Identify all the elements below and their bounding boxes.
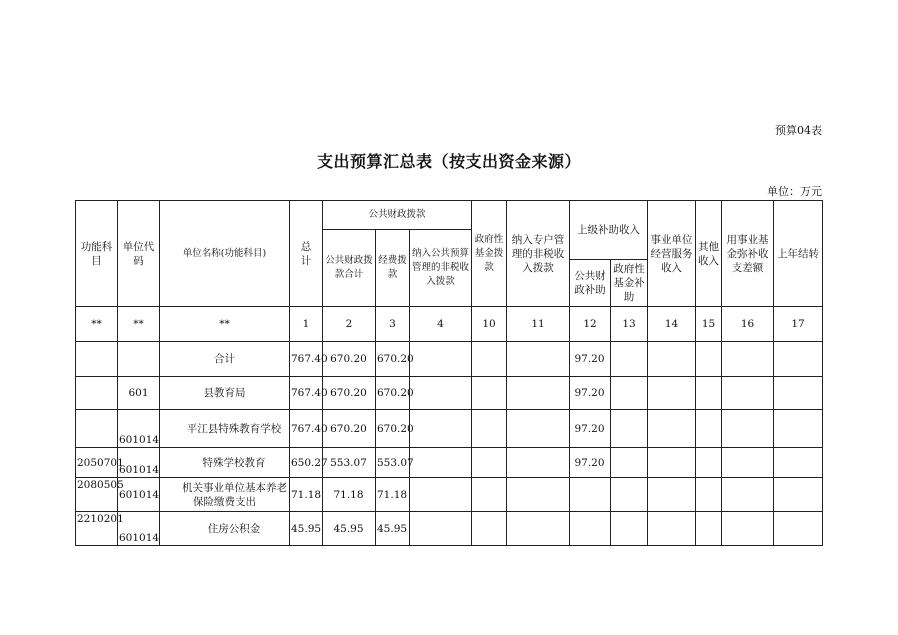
empty-cell [774, 342, 823, 377]
empty-cell [611, 478, 648, 512]
func-code-cell [76, 342, 118, 377]
expense-cell: 670.20 [376, 377, 410, 410]
unit-name-cell [160, 478, 290, 512]
table-row [76, 377, 823, 410]
empty-cell [507, 342, 570, 377]
col-unit-code: 单位代码 [118, 201, 160, 307]
index-cell: 4 [410, 307, 472, 342]
expense-cell: 670.20 [376, 342, 410, 377]
empty-cell [722, 512, 774, 546]
index-cell: 11 [507, 307, 570, 342]
empty-cell [611, 512, 648, 546]
empty-cell [648, 342, 696, 377]
empty-cell [696, 377, 722, 410]
func-code-cell: 2050701 [76, 448, 118, 478]
unit-name-cell: 住房公积金 [160, 512, 290, 546]
col-total: 总 计 [290, 201, 323, 307]
col-gov-fund: 政府性基金拨款 [472, 201, 507, 307]
unit-name-cell: 平江县特殊教育学校 [160, 410, 290, 448]
sub-public-cell: 97.20 [570, 448, 611, 478]
col-pf-subtotal: 公共财政拨款合计 [323, 230, 376, 307]
index-cell: ** [160, 307, 290, 342]
empty-cell [774, 448, 823, 478]
empty-cell [507, 410, 570, 448]
expense-cell: 45.95 [376, 512, 410, 546]
func-code-cell: 2210201 [76, 512, 118, 546]
empty-cell [696, 410, 722, 448]
budget-table [75, 200, 823, 546]
empty-cell [410, 377, 472, 410]
empty-cell [722, 342, 774, 377]
pf-subtotal-cell: 553.07 [323, 448, 376, 478]
col-business-income: 事业单位经营服务收入 [648, 201, 696, 307]
empty-cell [410, 478, 472, 512]
sub-public-cell: 97.20 [570, 377, 611, 410]
unit-code-cell: 601 [118, 377, 160, 410]
pf-subtotal-cell: 670.20 [323, 377, 376, 410]
table-row [76, 410, 823, 448]
empty-cell [722, 377, 774, 410]
col-unit-name: 单位名称(功能科目) [160, 201, 290, 307]
empty-cell [472, 342, 507, 377]
total-cell: 767.40 [290, 342, 323, 377]
empty-cell [507, 448, 570, 478]
expense-cell: 71.18 [376, 478, 410, 512]
header-row-1 [76, 201, 823, 230]
empty-cell [472, 448, 507, 478]
empty-cell [648, 410, 696, 448]
empty-cell [472, 410, 507, 448]
total-cell: 767.40 [290, 410, 323, 448]
unit-name-line: 机关事业单位基本养老 [182, 481, 287, 494]
empty-cell [696, 342, 722, 377]
total-cell: 45.95 [290, 512, 323, 546]
empty-cell [774, 410, 823, 448]
table-row [76, 512, 823, 546]
table-row [76, 342, 823, 377]
empty-cell [611, 410, 648, 448]
sub-public-cell [570, 478, 611, 512]
empty-cell [507, 377, 570, 410]
col-special-nontax: 纳入专户管理的非税收入拨款 [507, 201, 570, 307]
expense-cell: 553.07 [376, 448, 410, 478]
func-code-cell [76, 377, 118, 410]
total-cell: 71.18 [290, 478, 323, 512]
total-cell: 767.40 [290, 377, 323, 410]
index-cell: 2 [323, 307, 376, 342]
col-carryover: 上年结转 [774, 201, 823, 307]
empty-cell [410, 410, 472, 448]
empty-cell [611, 377, 648, 410]
unit-code-cell: 601014 [118, 410, 160, 448]
empty-cell [648, 377, 696, 410]
sub-public-cell [570, 512, 611, 546]
func-code-cell: 2080505 [76, 478, 118, 512]
index-cell: 16 [722, 307, 774, 342]
col-func-subject: 功能科目 [76, 201, 118, 307]
unit-name-cell: 县教育局 [160, 377, 290, 410]
col-fund-balance: 用事业基金弥补收支差额 [722, 201, 774, 307]
form-number: 预算04表 [775, 124, 822, 137]
empty-cell [696, 448, 722, 478]
empty-cell [722, 478, 774, 512]
pf-subtotal-cell: 45.95 [323, 512, 376, 546]
unit-code-cell [118, 342, 160, 377]
empty-cell [696, 512, 722, 546]
index-cell: 15 [696, 307, 722, 342]
index-cell: 17 [774, 307, 823, 342]
empty-cell [507, 512, 570, 546]
index-row [76, 307, 823, 342]
sub-public-cell: 97.20 [570, 342, 611, 377]
pf-subtotal-cell: 670.20 [323, 410, 376, 448]
empty-cell [472, 512, 507, 546]
col-public-finance: 公共财政拨款 [323, 201, 472, 230]
empty-cell [648, 448, 696, 478]
col-superior-subsidy: 上级补助收入 [570, 201, 648, 260]
unit-code-cell: 601014 [118, 478, 160, 512]
index-cell: 12 [570, 307, 611, 342]
index-cell: ** [76, 307, 118, 342]
unit-label: 单位：万元 [767, 185, 822, 198]
col-expense-allocation: 经费拨款 [376, 230, 410, 307]
unit-name-cell: 合计 [160, 342, 290, 377]
index-cell: 13 [611, 307, 648, 342]
empty-cell [472, 377, 507, 410]
unit-name-line: 保险缴费支出 [193, 495, 256, 508]
index-cell: 1 [290, 307, 323, 342]
total-cell: 650.27 [290, 448, 323, 478]
empty-cell [611, 448, 648, 478]
empty-cell [410, 512, 472, 546]
empty-cell [611, 342, 648, 377]
empty-cell [722, 410, 774, 448]
unit-code-cell: 601014 [118, 448, 160, 478]
empty-cell [472, 478, 507, 512]
index-cell: 10 [472, 307, 507, 342]
page-title: 支出预算汇总表（按支出资金来源） [316, 152, 581, 171]
expense-cell: 670.20 [376, 410, 410, 448]
empty-cell [696, 478, 722, 512]
col-other-income: 其他收入 [696, 201, 722, 307]
empty-cell [774, 512, 823, 546]
pf-subtotal-cell: 670.20 [323, 342, 376, 377]
empty-cell [648, 512, 696, 546]
index-cell: 3 [376, 307, 410, 342]
col-nontax-budget: 纳入公共预算管理的非税收入拨款 [410, 230, 472, 307]
func-code-cell [76, 410, 118, 448]
empty-cell [774, 478, 823, 512]
index-cell: 14 [648, 307, 696, 342]
col-sub-gov-fund: 政府性基金补助 [611, 260, 648, 307]
unit-code-cell: 601014 [118, 512, 160, 546]
empty-cell [507, 478, 570, 512]
table-row [76, 448, 823, 478]
empty-cell [722, 448, 774, 478]
empty-cell [410, 342, 472, 377]
table-row [76, 478, 823, 512]
sub-public-cell: 97.20 [570, 410, 611, 448]
pf-subtotal-cell: 71.18 [323, 478, 376, 512]
unit-name-cell: 特殊学校教育 [160, 448, 290, 478]
empty-cell [648, 478, 696, 512]
col-sub-public: 公共财政补助 [570, 260, 611, 307]
empty-cell [410, 448, 472, 478]
index-cell: ** [118, 307, 160, 342]
empty-cell [774, 377, 823, 410]
